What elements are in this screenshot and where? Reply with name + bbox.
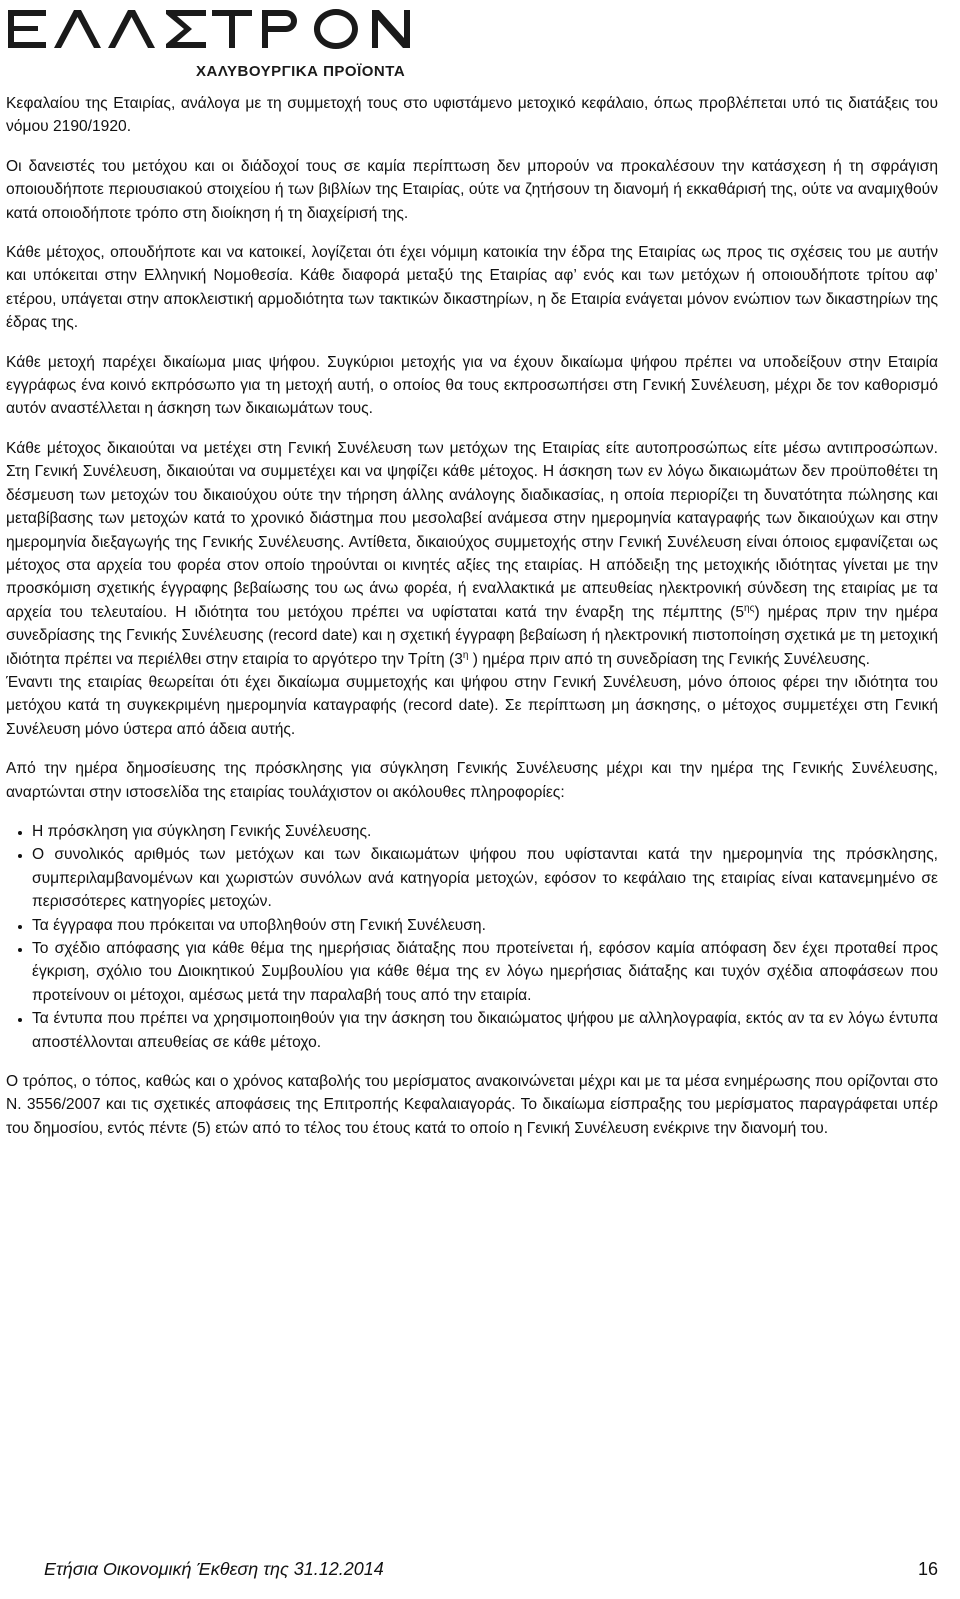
paragraph-6: Έναντι της εταιρίας θεωρείται ότι έχει δικαίωμα συμμετοχής και ψήφου στην Γενική Συνέλευση, μόνο όποιος φέρει την ιδιότητα του μετόχου κατά τη συγκεκριμένη ημερομηνία καταγραφής (record date). Σε περίπτωση μη άσκησης, ο μέτοχος συμμετέχει στη Γενική Συνέλευση μόνο ύστερα από άδεια αυτής. — [6, 673, 938, 738]
logo-tagline: ΧΑΛΥΒΟΥΡΓΙΚΑ ΠΡΟΪΟΝΤΑ — [196, 63, 406, 80]
paragraph-7: Από την ημέρα δημοσίευσης της πρόσκλησης για σύγκληση Γενικής Συνέλευσης μέχρι και την ημέρα της Γενικής Συνέλευσης, αναρτώνται στην ιστοσελίδα της εταιρίας τουλάχιστον οι ακόλουθες πληροφορίες: — [6, 760, 938, 801]
list-item: • Το σχέδιο απόφασης για κάθε θέμα της ημερήσιας διάταξης που προτείνεται ή, εφόσον καμία απόφαση δεν έχει προταθεί προς έγκριση, σχόλιο του Διοικητικού Συμβουλίου για κάθε θέμα της εν λόγω ημερήσιας διάταξης και τυχόν σχέδια αποφάσεων που προτείνουν οι μέτοχοι, αμέσως μετά την παραλαβή τους από την εταιρία. — [32, 937, 938, 1007]
paragraph-8: Ο τρόπος, ο τόπος, καθώς και ο χρόνος καταβολής του μερίσματος ανακοινώνεται μέχρι και με τα μέσα ενημέρωσης που ορίζονται στο Ν. 3556/2007 και τις σχετικές αποφάσεις της Επιτροπής Κεφαλαιαγοράς. Το δικαίωμα είσπραξης του μερίσματος παραγράφεται υπέρ του δημοσίου, εντός πέντε (5) ετών από το τέλος του έτους κατά το οποίο η Γενική Συνέλευση ενέκρινε την διανομή του. — [6, 1073, 938, 1137]
list-item: • Τα έντυπα που πρέπει να χρησιμοποιηθούν για την άσκηση του δικαιώματος ψήφου με αλληλογραφία, εκτός αν τα εν λόγω έντυπα αποστέλλονται απευθείας σε κάθε μέτοχο. — [32, 1007, 938, 1054]
list-item: • Τα έγγραφα που πρόκειται να υποβληθούν στη Γενική Συνέλευση. — [32, 914, 938, 937]
list-item: • Ο συνολικός αριθμός των μετόχων και των δικαιωμάτων ψήφου που υφίστανται κατά την ημερομηνία της πρόσκλησης, συμπεριλαμβανομένων και χωριστών συνόλων ανά κατηγορία μετοχών, εφόσον το κεφάλαιο της εταιρίας είναι κατανεμημένο σε περισσότερες κατηγορίες μετοχών. — [32, 843, 938, 913]
paragraph-2: Οι δανειστές του μετόχου και οι διάδοχοί τους σε καμία περίπτωση δεν μπορούν να προκαλέσουν την κατάσχεση ή τη σφράγιση οποιουδήποτε περιουσιακού στοιχείου ή των βιβλίων της Εταιρίας, ούτε να ζητήσουν τη διανομή ή εκκαθάρισή της, ούτε να αναμιχθούν κατά οποιοδήποτε τρόπο στη διοίκηση ή τη διαχείρισή της. — [6, 157, 938, 222]
footer-title: Ετήσια Οικονομική Έκθεση της 31.12.2014 — [44, 1559, 384, 1579]
paragraph-4: Κάθε μετοχή παρέχει δικαίωμα μιας ψήφου. Συγκύριοι μετοχής για να έχουν δικαίωμα ψήφου πρέπει να υποδείξουν στην Εταιρία εγγράφως ένα κοινό εκπρόσωπο για τη μετοχή αυτή, ο οποίος θα τους εκπροσωπήσει στη Γενική Συνέλευση, μέχρι δε τον καθορισμό αυτόν αναστέλλεται η άσκηση των δικαιωμάτων τους. — [6, 353, 938, 418]
info-list — [6, 820, 938, 1054]
company-logo — [6, 4, 456, 84]
paragraph-5: Κάθε μέτοχος δικαιούται να μετέχει στη Γενική Συνέλευση των μετόχων της Εταιρίας είτε αυτοπροσώπως είτε μέσω αντιπροσώπων. Στη Γενική Συνέλευση, δικαιούται να συμμετέχει και να ψηφίζει κάθε μέτοχος. Η άσκηση των εν λόγω δικαιωμάτων δεν προϋποθέτει τη δέσμευση των μετοχών του δικαιούχου ούτε την τήρηση άλλης ανάλογης διαδικασίας, η οποία περιορίζει τη δυνατότητα πώλησης και μεταβίβασης των μετοχών κατά το χρονικό διάστημα που μεσολαβεί ανάμεσα στην ημερομηνία καταγραφής των δικαιούχων και στην ημερομηνία διεξαγωγής της Γενικής Συνέλευσης. Αντίθετα, δικαιούχος συμμετοχής στην Γενική Συνέλευση είναι όποιος εμφανίζεται ως μέτοχος στα αρχεία του φορέα στον οποίο τηρούνται οι κινητές αξίες της εταιρίας. Η απόδειξη της μετοχικής ιδιότητας γίνεται με την προσκόμιση σχετικής έγγραφης βεβαίωσης του ως άνω φορέα, ή εναλλακτικά με απευθείας ηλεκτρονική σύνδεση της εταιρίας με τα αρχεία του τελευταίου. Η ιδιότητα του μετόχου πρέπει να υφίσταται κατά την έναρξη της πέμπτης $(5^{\eta\varsigma})$ ημέρας πριν την ημέρα συνεδρίασης της Γενικής Συνέλευσης (record date) και η σχετική έγγραφη βεβαίωση ή ηλεκτρονική πιστοποίηση σχετικά με τη μετοχική ιδιότητα πρέπει να περιέλθει στην εταιρία το αργότερο την Τρίτη ($3^\eta$ ) ημέρα πριν από τη συνεδρίαση της Γενικής Συνέλευσης. — [6, 439, 939, 668]
page-number: 16 — [917, 1559, 938, 1579]
list-item: • Η πρόσκληση για σύγκληση Γενικής Συνέλευσης. — [32, 820, 938, 843]
paragraph-1: Κεφαλαίου της Εταιρίας, ανάλογα με τη συμμετοχή τους στο υφιστάμενο μετοχικό κεφάλαιο, όπως προβλέπεται υπό τις διατάξεις του νόμου 2190/1920. — [6, 95, 938, 136]
page-footer — [44, 1559, 938, 1580]
document-body — [6, 92, 938, 1156]
paragraph-3: Κάθε μέτοχος, οπουδήποτε και να κατοικεί, λογίζεται ότι έχει νόμιμη κατοικία την έδρα της Εταιρίας ως προς τις σχέσεις του με αυτήν και υπόκειται στην Ελληνική Νομοθεσία. Κάθε διαφορά μεταξύ της Εταιρίας αφ’ ενός και των μετόχων ή οποιουδήποτε τρίτου αφ’ ετέρου, υπάγεται στην αποκλειστική αρμοδιότητα των τακτικών δικαστηρίων, η δε Εταιρία ενάγεται μόνον ενώπιον των δικαστηρίων της έδρας της. — [6, 244, 938, 332]
